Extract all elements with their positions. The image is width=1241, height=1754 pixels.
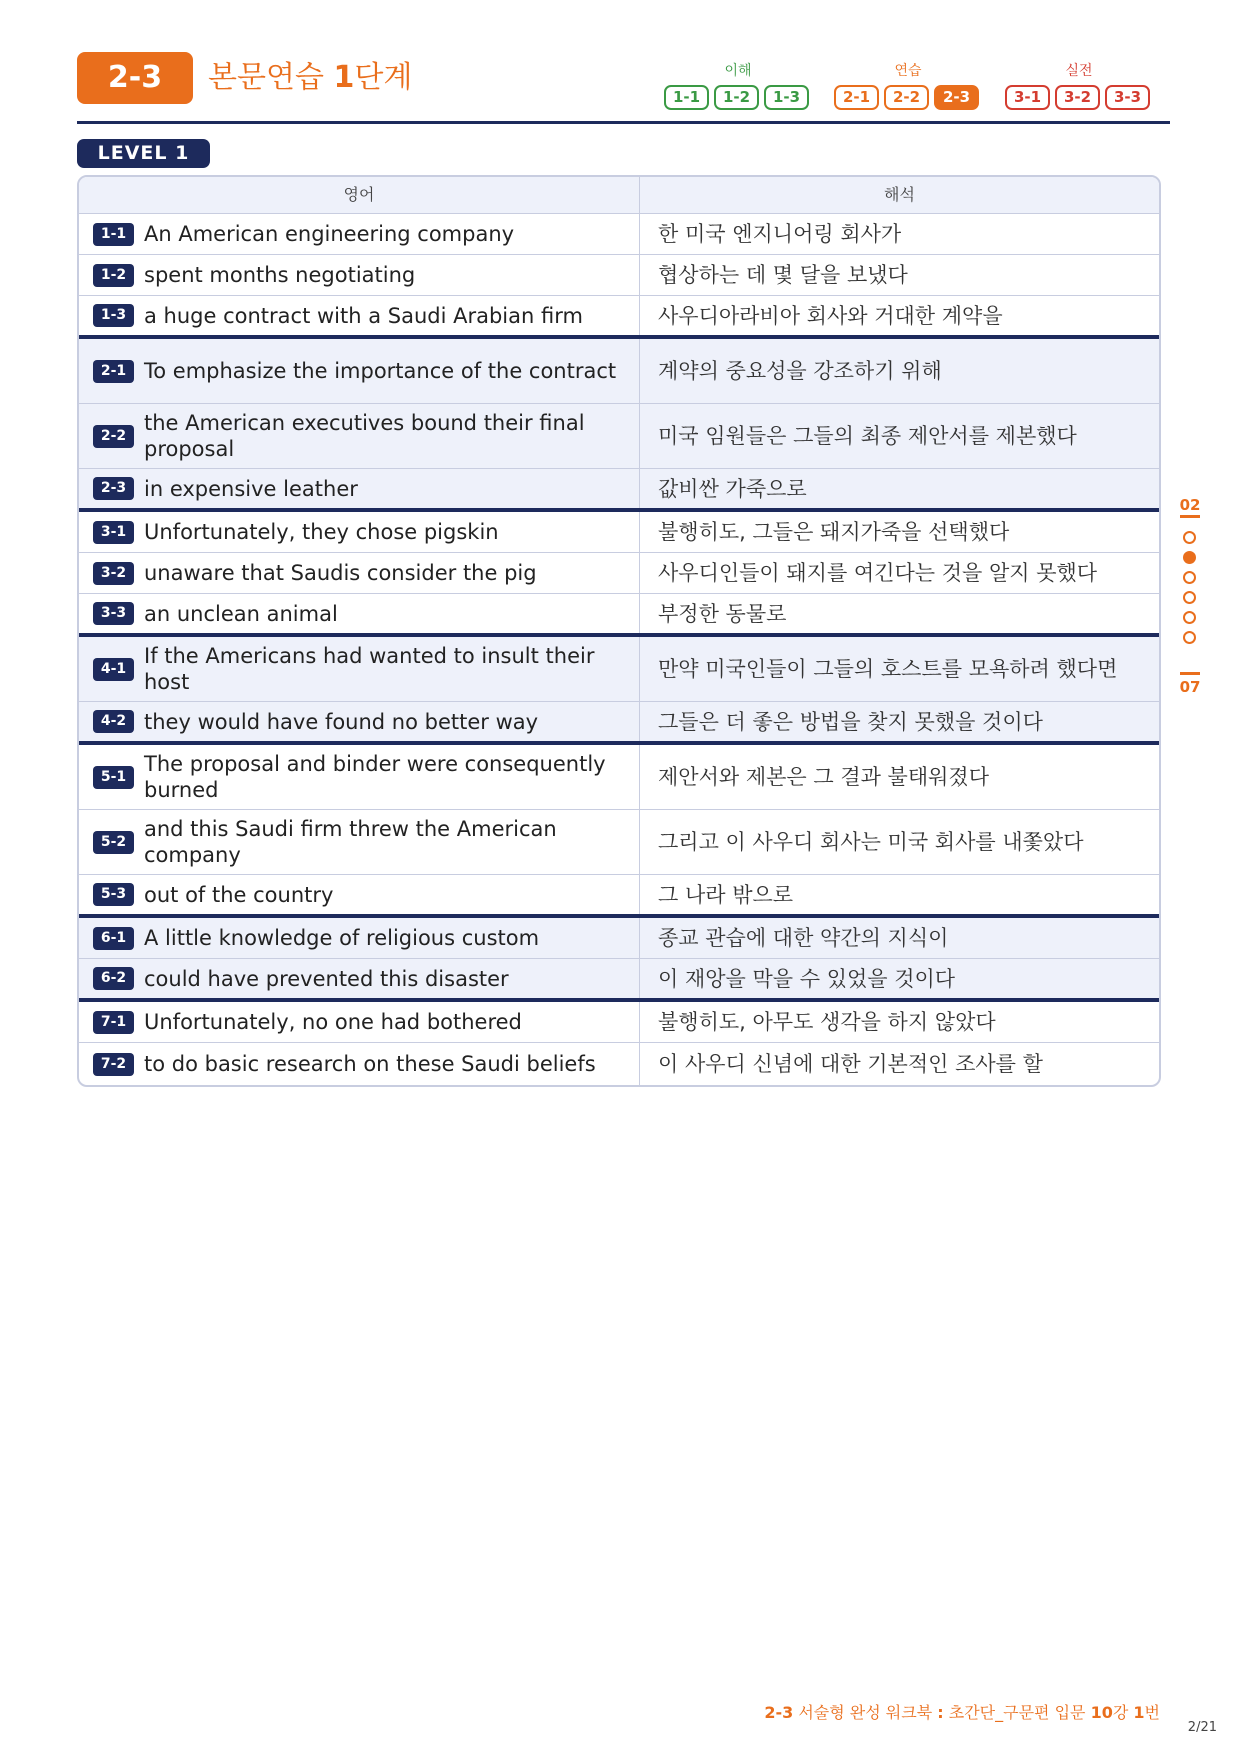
footer-lecture-number: 10 xyxy=(1090,1703,1113,1722)
nav-pill-2-3-active[interactable]: 2-3 xyxy=(934,85,979,110)
progress-sidebar xyxy=(1176,496,1204,696)
korean-cell: 한 미국 엔지니어링 회사가 xyxy=(658,222,902,246)
sentence-tag: 1-2 xyxy=(93,264,134,287)
footer-caption xyxy=(764,1700,1160,1723)
table-row xyxy=(79,637,1159,702)
english-text: Unfortunately, no one had bothered xyxy=(144,1010,522,1034)
progress-dot-current[interactable] xyxy=(1183,551,1196,564)
korean-cell: 종교 관습에 대한 약간의 지식이 xyxy=(658,926,949,950)
nav-pill-1-3[interactable]: 1-3 xyxy=(764,85,809,110)
progress-start-number: 02 xyxy=(1179,496,1201,514)
table-row xyxy=(79,959,1159,1002)
english-text: If the Americans had wanted to insult their host xyxy=(144,644,595,694)
table-row xyxy=(79,594,1159,637)
table-row xyxy=(79,404,1159,469)
sentence-tag: 3-3 xyxy=(93,602,134,625)
progress-dot[interactable] xyxy=(1183,531,1196,544)
english-cell xyxy=(79,296,640,335)
nav-pill-2-1[interactable]: 2-1 xyxy=(834,85,879,110)
english-text: and this Saudi firm threw the American company xyxy=(144,817,557,867)
nav-caption-understand: 이해 xyxy=(724,63,752,79)
english-cell xyxy=(79,512,640,552)
table-header xyxy=(79,177,1159,214)
sentence-tag: 5-3 xyxy=(93,883,134,906)
korean-cell: 부정한 동물로 xyxy=(658,601,787,626)
english-cell xyxy=(79,594,640,633)
english-text: The proposal and binder were consequently burned xyxy=(144,752,606,802)
sentence-tag: 4-2 xyxy=(93,710,134,733)
english-text: unaware that Saudis consider the pig xyxy=(144,561,537,585)
korean-cell: 협상하는 데 몇 달을 보냈다 xyxy=(658,263,908,287)
progress-dot[interactable] xyxy=(1183,591,1196,604)
korean-cell: 계약의 중요성을 강조하기 위해 xyxy=(658,359,942,383)
footer-text-d: 번 xyxy=(1144,1703,1160,1722)
footer-item-number: 1 xyxy=(1133,1703,1145,1722)
nav-caption-real: 실전 xyxy=(1065,63,1093,79)
table-row xyxy=(79,745,1159,810)
table-row xyxy=(79,255,1159,296)
nav-pill-1-1[interactable]: 1-1 xyxy=(664,85,709,110)
english-cell xyxy=(79,810,640,874)
english-cell xyxy=(79,875,640,914)
nav-caption-practice: 연습 xyxy=(894,63,922,79)
table-row xyxy=(79,1043,1159,1085)
english-cell xyxy=(79,702,640,741)
table-row xyxy=(79,214,1159,255)
nav-pill-3-1[interactable]: 3-1 xyxy=(1005,85,1050,110)
table-row xyxy=(79,339,1159,404)
title-suffix: 단계 xyxy=(354,60,413,95)
column-header-korean: 해석 xyxy=(884,185,915,204)
english-text: Unfortunately, they chose pigskin xyxy=(144,520,499,544)
korean-cell: 값비싼 가죽으로 xyxy=(658,476,807,501)
section-badge: 2-3 xyxy=(77,52,193,104)
page-title xyxy=(208,59,412,97)
sentence-tag: 6-1 xyxy=(93,927,134,950)
korean-cell: 그리고 이 사우디 회사는 미국 회사를 내쫓았다 xyxy=(658,830,1084,854)
english-text: they would have found no better way xyxy=(144,709,539,734)
table-row xyxy=(79,810,1159,875)
english-text: To emphasize the importance of the contract xyxy=(144,359,617,383)
english-text: the American executives bound their final proposal xyxy=(144,411,585,461)
table-row xyxy=(79,296,1159,339)
english-text: in expensive leather xyxy=(144,476,358,501)
sentence-tag: 1-3 xyxy=(93,304,134,327)
english-cell xyxy=(79,469,640,508)
sentence-tag: 5-1 xyxy=(93,766,134,789)
english-cell xyxy=(79,637,640,701)
korean-cell: 미국 임원들은 그들의 최종 제안서를 제본했다 xyxy=(658,424,1077,448)
korean-cell: 사우디아라비아 회사와 거대한 계약을 xyxy=(658,303,1003,328)
korean-cell: 그들은 더 좋은 방법을 찾지 못했을 것이다 xyxy=(658,709,1043,734)
nav-pill-3-2[interactable]: 3-2 xyxy=(1055,85,1100,110)
title-prefix: 본문연습 xyxy=(208,60,334,95)
table-row xyxy=(79,1002,1159,1043)
korean-cell: 제안서와 제본은 그 결과 불태워졌다 xyxy=(658,765,989,789)
sentence-tag: 6-2 xyxy=(93,967,134,990)
english-cell xyxy=(79,404,640,468)
korean-cell: 불행히도, 그들은 돼지가죽을 선택했다 xyxy=(658,520,1010,544)
english-cell xyxy=(79,214,640,254)
english-text: could have prevented this disaster xyxy=(144,966,509,991)
nav-pill-2-2[interactable]: 2-2 xyxy=(884,85,929,110)
footer-colon: : xyxy=(937,1703,944,1722)
table-row xyxy=(79,469,1159,512)
table-row xyxy=(79,875,1159,918)
progress-bottom-rule xyxy=(1180,672,1200,675)
english-cell xyxy=(79,1002,640,1042)
progress-dot[interactable] xyxy=(1183,631,1196,644)
english-text: an unclean animal xyxy=(144,601,338,626)
sentence-tag: 2-1 xyxy=(93,360,134,383)
english-text: a huge contract with a Saudi Arabian firm xyxy=(144,303,583,328)
english-text: out of the country xyxy=(144,882,334,907)
progress-dot[interactable] xyxy=(1183,571,1196,584)
english-cell xyxy=(79,745,640,809)
korean-cell: 이 사우디 신념에 대한 기본적인 조사를 할 xyxy=(658,1052,1043,1076)
korean-cell: 만약 미국인들이 그들의 호스트를 모욕하려 했다면 xyxy=(658,657,1118,681)
sentence-tag: 2-3 xyxy=(93,477,134,500)
english-text: An American engineering company xyxy=(144,222,515,246)
sentence-tag: 3-2 xyxy=(93,562,134,585)
english-cell xyxy=(79,959,640,998)
footer-text-b: 초간단_구문편 입문 xyxy=(943,1703,1091,1722)
progress-dot[interactable] xyxy=(1183,611,1196,624)
title-step-number: 1 xyxy=(333,60,355,95)
level-badge: LEVEL 1 xyxy=(77,139,210,168)
footer-code: 2-3 xyxy=(764,1703,794,1722)
sentence-tag: 7-1 xyxy=(93,1011,134,1034)
english-cell xyxy=(79,553,640,593)
korean-cell: 그 나라 밖으로 xyxy=(658,882,794,907)
sentence-tag: 3-1 xyxy=(93,521,134,544)
footer-text-c: 강 xyxy=(1112,1703,1134,1722)
nav-pill-3-3[interactable]: 3-3 xyxy=(1105,85,1150,110)
english-cell xyxy=(79,255,640,295)
progress-end-number: 07 xyxy=(1179,678,1201,696)
english-cell xyxy=(79,1043,640,1085)
header-divider xyxy=(77,121,1170,124)
nav-pill-1-2[interactable]: 1-2 xyxy=(714,85,759,110)
english-text: A little knowledge of religious custom xyxy=(144,926,540,950)
korean-cell: 불행히도, 아무도 생각을 하지 않았다 xyxy=(658,1010,996,1034)
english-text: to do basic research on these Saudi beliefs xyxy=(144,1052,596,1076)
korean-cell: 이 재앙을 막을 수 있었을 것이다 xyxy=(658,966,956,991)
sentence-tag: 7-2 xyxy=(93,1053,134,1076)
footer-text-a: 서술형 완성 워크북 xyxy=(793,1703,938,1722)
sentence-tag: 2-2 xyxy=(93,425,134,448)
korean-cell: 사우디인들이 돼지를 여긴다는 것을 알지 못했다 xyxy=(658,561,1098,585)
table-row xyxy=(79,553,1159,594)
column-header-english: 영어 xyxy=(79,177,640,213)
sentence-tag: 1-1 xyxy=(93,223,134,246)
progress-top-rule xyxy=(1180,515,1200,518)
english-text: spent months negotiating xyxy=(144,263,416,287)
english-cell xyxy=(79,918,640,958)
table-row xyxy=(79,918,1159,959)
table-row xyxy=(79,702,1159,745)
sentence-tag: 4-1 xyxy=(93,658,134,681)
english-cell xyxy=(79,339,640,403)
sentence-tag: 5-2 xyxy=(93,831,134,854)
translation-table xyxy=(77,175,1161,1087)
page-number: 2/21 xyxy=(1187,1720,1217,1735)
table-row xyxy=(79,512,1159,553)
